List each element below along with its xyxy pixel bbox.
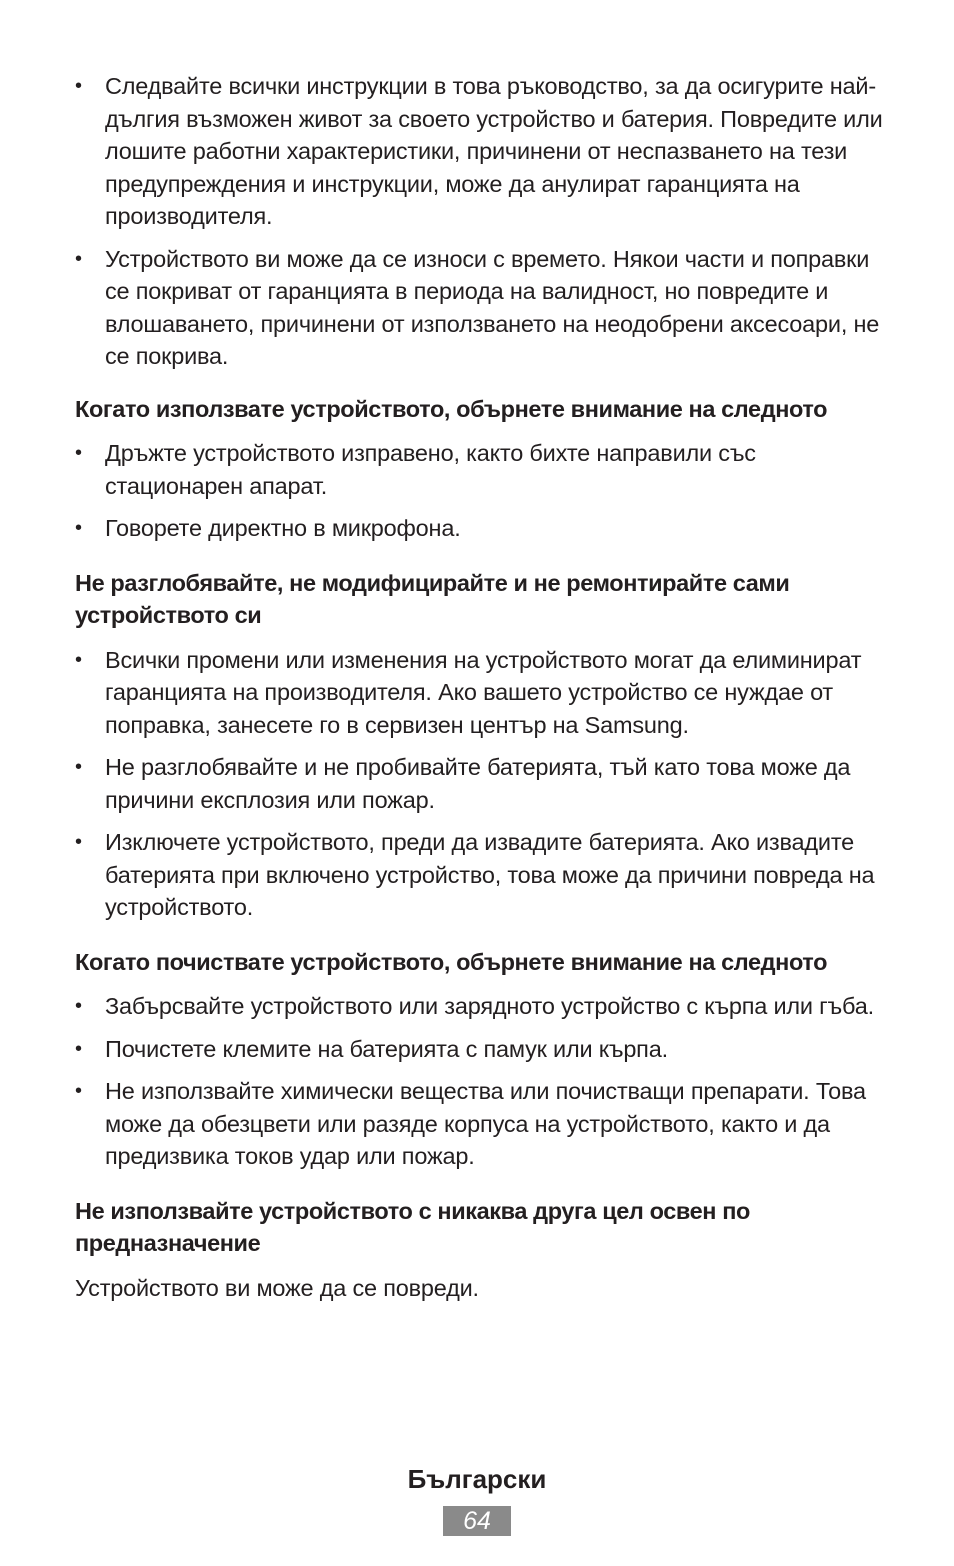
list-item: • Говорете директно в микрофона. [75, 512, 885, 545]
section-heading-cleaning: Когато почиствате устройството, обърнете внимание на следното [75, 948, 828, 975]
purpose-text: Устройството ви може да се повреди. [75, 1274, 479, 1301]
list-item: • Дръжте устройството изправено, както бихте направили със стационарен апарат. [75, 437, 885, 502]
list-item: • Не разглобявайте и не пробивайте батерията, тъй като това може да причини експлозия или пожар. [75, 751, 885, 816]
bullet-icon: • [75, 517, 82, 539]
bullet-icon: • [75, 756, 82, 778]
bullet-icon: • [75, 1037, 82, 1060]
page-content [75, 70, 885, 1304]
section-heading-usage: Когато използвате устройството, обърнете внимание на следното [75, 395, 828, 422]
list-item: • Не използвайте химически вещества или почистващи препарати. Това може да обезцвети или разяде корпуса на устройството, както и да предизвика токов удар или пожар. [75, 1075, 885, 1173]
section-heading-purpose: Не използвайте устройството с никаква друга цел освен по предназначение [75, 1197, 750, 1256]
footer-language: Български [407, 1464, 547, 1494]
section-heading-disassembly: Не разглобявайте, не модифицирайте и не ремонтирайте сами устройството си [75, 569, 790, 628]
list-item: • Почистете клемите на батерията с памук или кърпа. [75, 1033, 885, 1066]
list-item: • Забърсвайте устройството или зарядното устройство с кърпа или гъба. [75, 990, 885, 1023]
bullet-list-usage [75, 437, 885, 545]
bullet-list-intro [75, 70, 885, 373]
bullet-icon: • [75, 995, 82, 1017]
bullet-icon: • [75, 75, 82, 97]
bullet-list-cleaning [75, 990, 885, 1173]
bullet-icon: • [75, 442, 82, 464]
bullet-icon: • [75, 1080, 82, 1102]
list-item: • Изключете устройството, преди да извадите батерията. Ако извадите батерията при включено устройство, това може да причини повреда на устройството. [75, 826, 885, 924]
list-item: • Следвайте всички инструкции в това ръководство, за да осигурите най-дългия възможен живот за своето устройство и батерия. Повредите или лошите работни характеристики, причинени от неспазването на тези предупреждения и инструкции, може да анулират гаранцията на производителя. [75, 70, 885, 233]
page-number: 64 [443, 1506, 511, 1536]
bullet-icon: • [75, 648, 82, 671]
list-item: • Всички промени или изменения на устройството могат да елиминират гаранцията на производителя. Ако вашето устройство се нуждае от поправка, занесете го в сервизен център на Samsung. [75, 644, 885, 742]
list-item: • Устройството ви може да се износи с времето. Някои части и поправки се покриват от гаранцията в периода на валидност, но повредите и влошаването, причинени от използването на неодобрени аксесоари, не се покрива. [75, 243, 885, 373]
bullet-list-disassembly [75, 644, 885, 924]
bullet-icon: • [75, 831, 82, 853]
bullet-icon: • [75, 247, 82, 270]
